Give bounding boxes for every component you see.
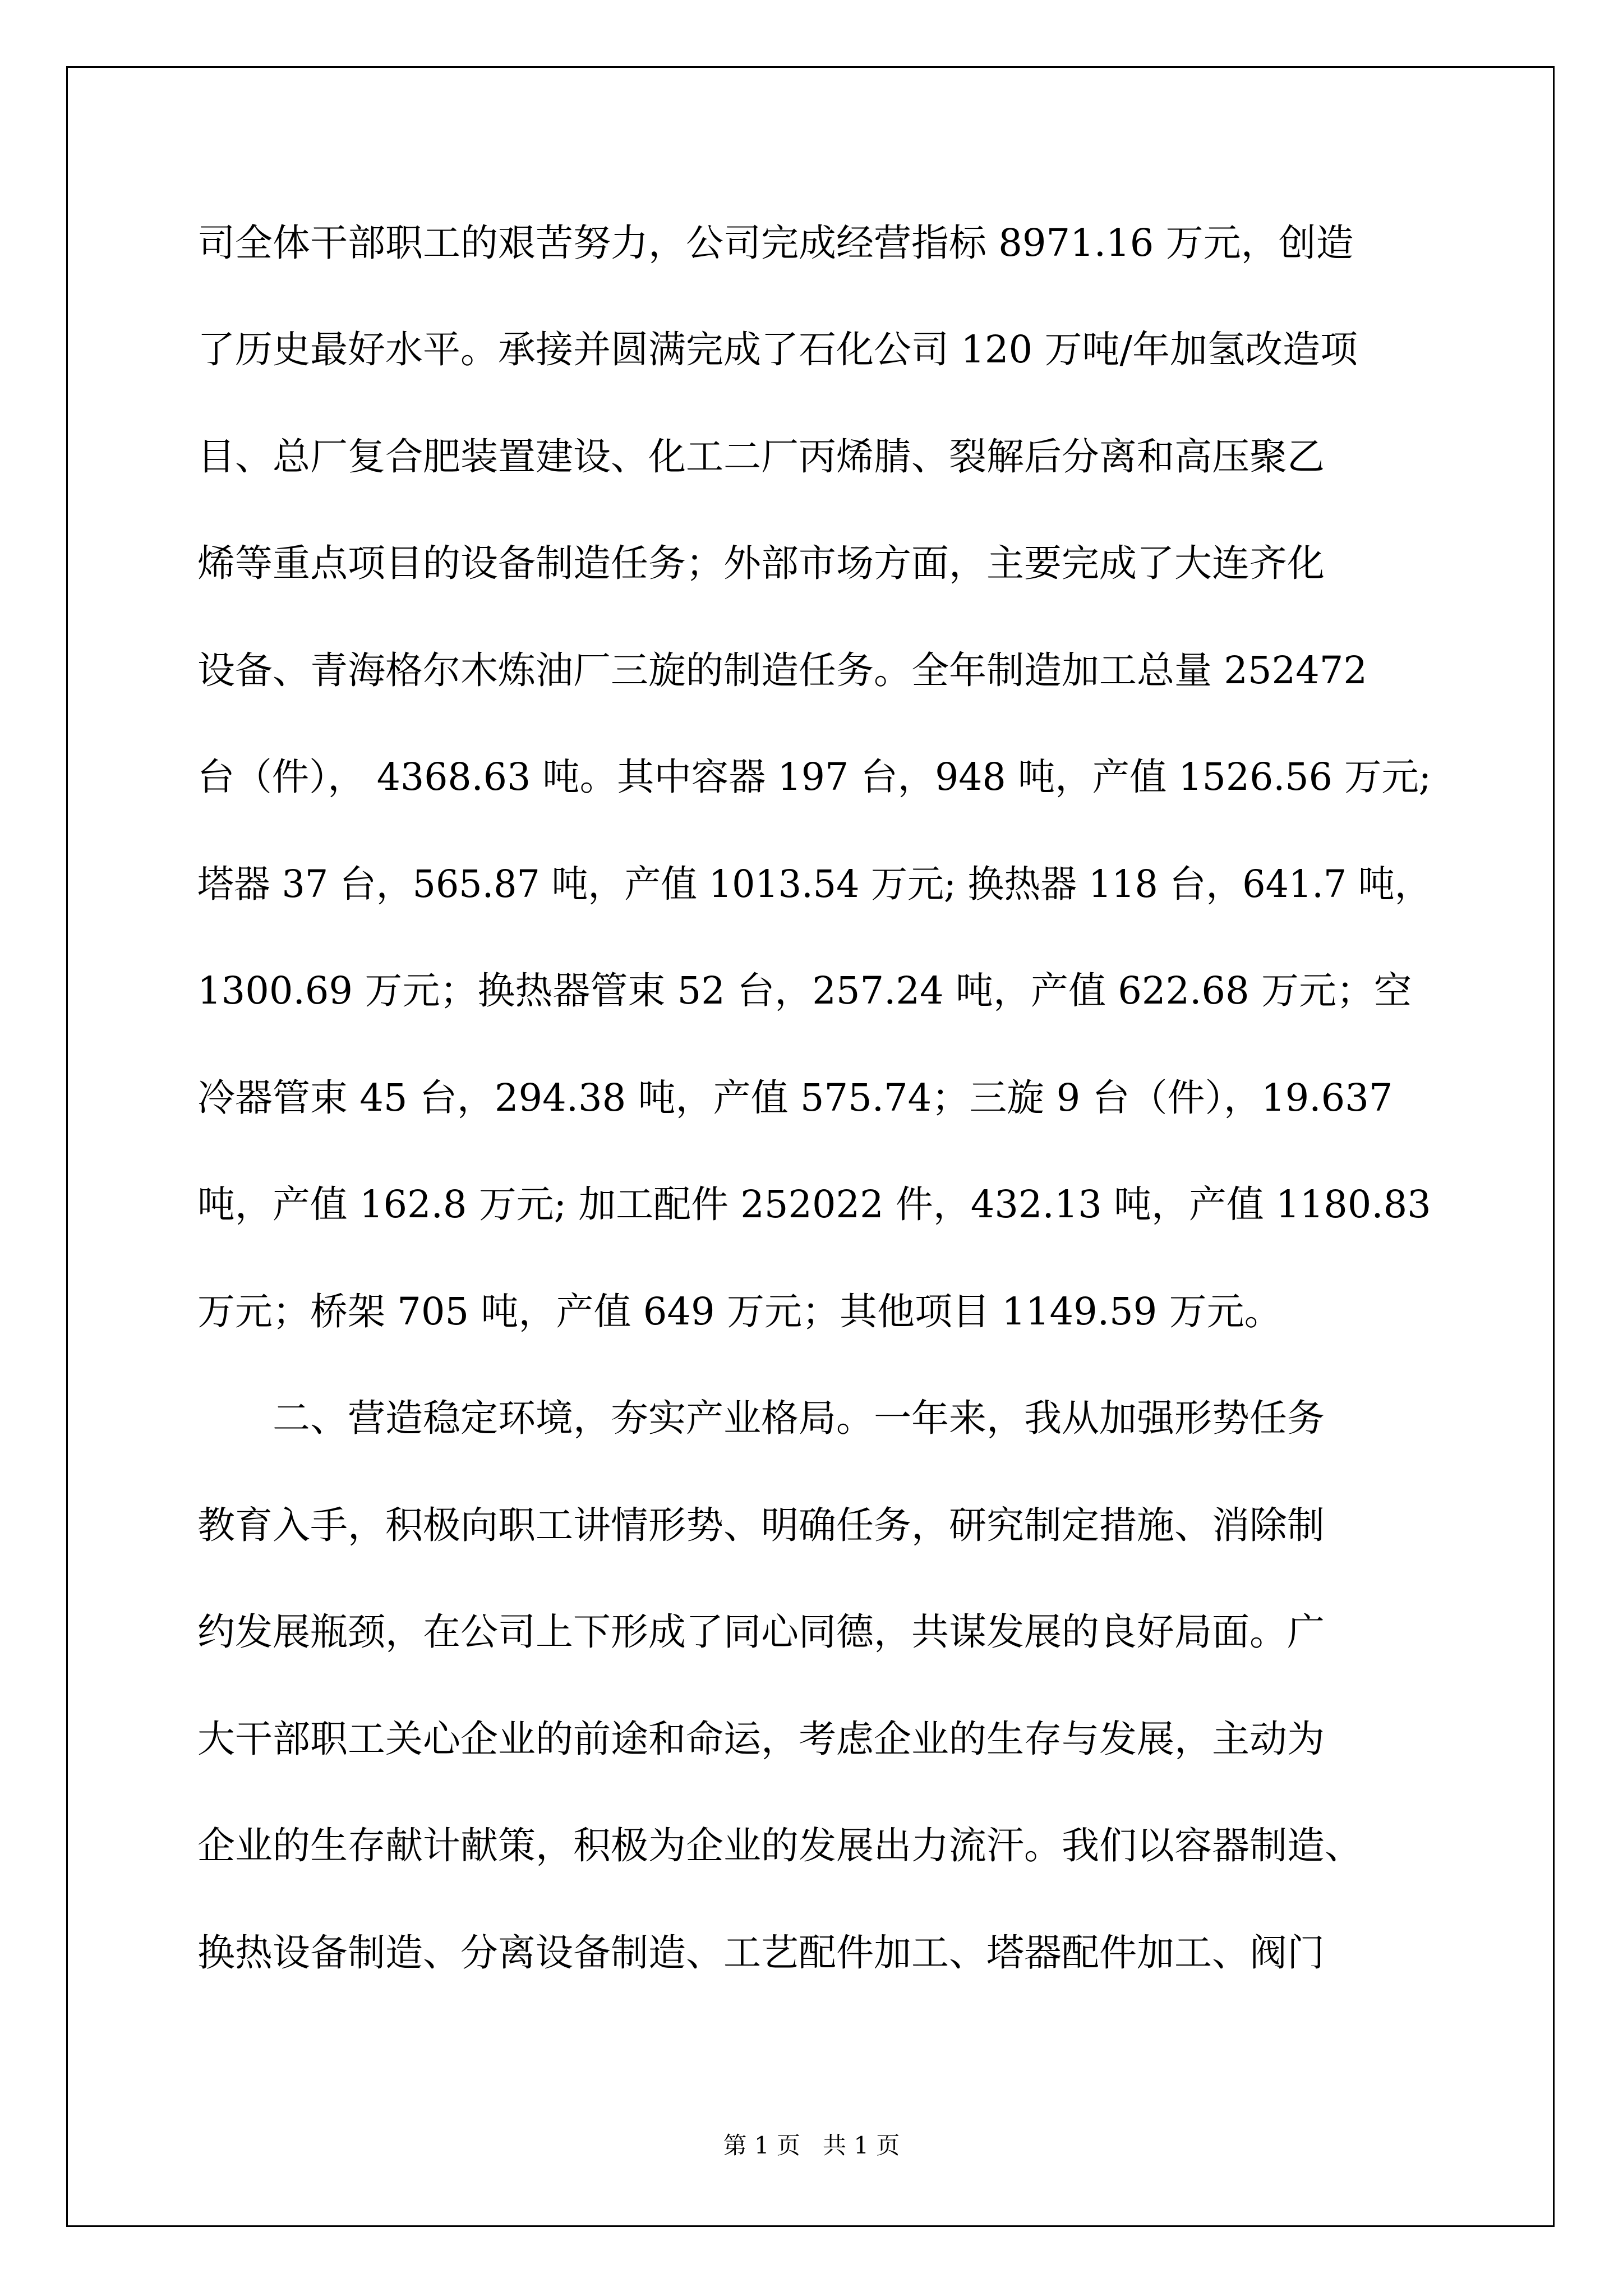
page-footer: [0, 2129, 1623, 2162]
text-line: 塔器 37 台，565.87 吨，产值 1013.54 万元; 换热器 118 台，641.7 吨，: [197, 862, 1431, 906]
text-line: 冷器管束 45 台，294.38 吨，产值 575.74；三旋 9 台（件），19.637: [197, 1076, 1393, 1120]
text-line: 设备、青海格尔木炼油厂三旋的制造任务。全年制造加工总量 252472: [197, 648, 1368, 692]
text-line: 了历史最好水平。承接并圆满完成了石化公司 120 万吨/年加氢改造项: [197, 328, 1358, 371]
text-line: 教育入手，积极向职工讲情形势、明确任务，研究制定措施、消除制: [197, 1503, 1325, 1547]
page-number: 第 1 页: [723, 2132, 800, 2159]
text-line: 大干部职工关心企业的前途和命运，考虑企业的生存与发展，主动为: [197, 1717, 1325, 1761]
page-total: 共 1 页: [823, 2132, 900, 2159]
text-line: 台（件）， 4368.63 吨。其中容器 197 台，948 吨，产值 1526.56 万元;: [197, 755, 1432, 799]
text-line: 万元；桥架 705 吨，产值 649 万元；其他项目 1149.59 万元。: [197, 1290, 1282, 1333]
page-border: [66, 66, 1555, 2227]
text-line: 吨，产值 162.8 万元; 加工配件 252022 件，432.13 吨，产值 1180.83: [197, 1182, 1431, 1226]
text-line: 换热设备制造、分离设备制造、工艺配件加工、塔器配件加工、阀门: [197, 1931, 1325, 1975]
text-line: 烯等重点项目的设备制造任务；外部市场方面，主要完成了大连齐化: [197, 541, 1325, 585]
text-line: 企业的生存献计献策，积极为企业的发展出力流汗。我们以容器制造、: [197, 1824, 1362, 1867]
text-line: 司全体干部职工的艰苦努力，公司完成经营指标 8971.16 万元，创造: [197, 221, 1354, 265]
text-line: 目、总厂复合肥装置建设、化工二厂丙烯腈、裂解后分离和高压聚乙: [197, 435, 1325, 478]
text-line: 1300.69 万元；换热器管束 52 台，257.24 吨，产值 622.68 万元；空: [197, 969, 1412, 1013]
text-line: 二、营造稳定环境，夯实产业格局。一年来，我从加强形势任务: [197, 1396, 1325, 1440]
text-line: 约发展瓶颈，在公司上下形成了同心同德，共谋发展的良好局面。广: [197, 1610, 1325, 1654]
